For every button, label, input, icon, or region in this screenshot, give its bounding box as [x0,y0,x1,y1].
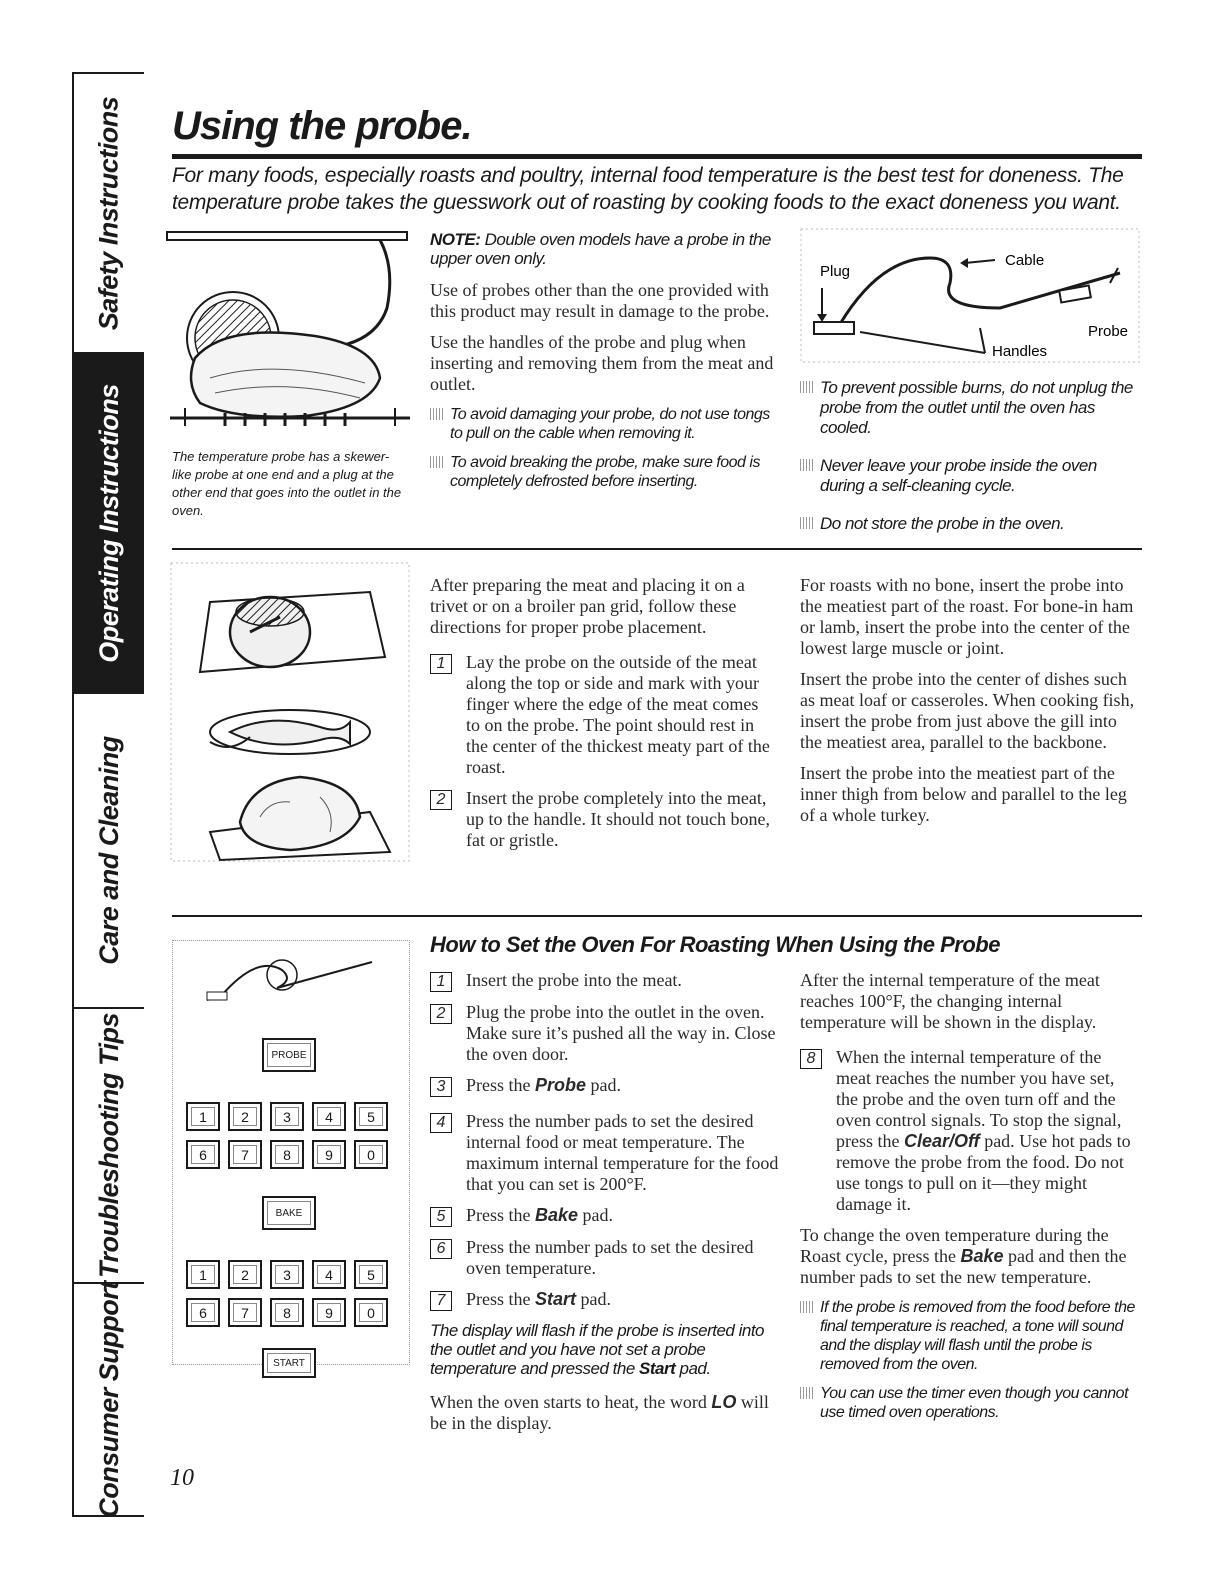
change-temp-note: To change the oven temperature during the Roast cycle, press the Bake pad and then the number pads to set the new temperature. [800,1225,1127,1287]
list-item: To avoid breaking the probe, make sure food is completely defrosted before inserting. [430,453,785,491]
number-pad-8[interactable]: 8 [270,1140,304,1169]
placement-tips [800,575,1140,836]
note-text: Double oven models have a probe in the upper oven only. [430,230,771,268]
probe-placement-illustrations [170,562,410,862]
probe-pad[interactable]: PROBE [262,1038,316,1072]
flash-note: The display will flash if the probe is inserted into the outlet and you have not set a probe temperature and pressed the Start pad. [430,1321,765,1378]
control-panel-illustration [172,940,410,1369]
number-pad-6[interactable]: 6 [186,1298,220,1327]
list-item: 8 When the internal temperature of the meat reaches the number you have set, the probe and the oven turn off and the oven control signals. To stop the signal, press the Clear/Off pad. Use hot pads to remove the probe from the food. Do not use tongs to pull on it—they might damage it. [800,1047,1140,1215]
cable-label: Cable [1005,252,1045,269]
number-pad-8[interactable]: 8 [270,1298,304,1327]
number-pad-2[interactable]: 2 [228,1260,262,1289]
plug-label: Plug [820,263,851,280]
probe-safety-notes [800,378,1140,544]
probe-warning-paragraph: Use of probes other than the one provided with this product may result in damage to the probe. [430,280,770,321]
bullet-icon [800,517,814,529]
number-pad-3[interactable]: 3 [270,1260,304,1289]
section-heading: How to Set the Oven For Roasting When Using the Probe [430,932,1000,957]
roasting-steps [430,970,780,1444]
turkey-tip: Insert the probe into the meatiest part of the inner thigh from below and parallel to the leg of a whole turkey. [800,763,1127,825]
bullet-icon [800,459,814,471]
number-pad-4[interactable]: 4 [312,1260,346,1289]
step-number: 8 [800,1049,822,1069]
title-divider [172,154,1142,159]
handles-label: Handles [992,343,1048,360]
tab-label: Operating Instructions [93,383,124,663]
bake-pad[interactable]: BAKE [262,1196,316,1230]
placement-instructions [430,575,775,861]
step-text: Lay the probe on the outside of the meat along the top or side and mark with your finger where the edge of the meat comes to on the probe. The point should rest in the center of the thickest meaty part of the roast. [466,652,770,777]
number-pad-1[interactable]: 1 [186,1102,220,1131]
number-pad-1[interactable]: 1 [186,1260,220,1289]
roast-with-probe-illustration [165,228,415,433]
list-item: Do not store the probe in the oven. [800,514,1140,534]
tab-consumer-support[interactable] [74,1281,144,1518]
number-pad-2[interactable]: 2 [228,1102,262,1131]
list-item: Never leave your probe inside the oven during a self-cleaning cycle. [800,456,1140,496]
tab-label: Care and Cleaning [93,736,124,965]
list-item [430,652,775,778]
internal-temp-note: After the internal temperature of the meat reaches 100°F, the changing internal temperature will be shown in the display. [800,970,1100,1032]
bullet-icon [800,1387,814,1399]
number-pad-0[interactable]: 0 [354,1298,388,1327]
start-pad[interactable]: START [262,1348,316,1378]
number-pad-6[interactable]: 6 [186,1140,220,1169]
section-divider [172,915,1142,917]
step-number: 1 [430,654,452,674]
list-item [430,788,775,851]
list-item: 7 Press the Start pad. [430,1289,780,1311]
list-item: 3 Press the Probe pad. [430,1075,780,1097]
list-item: 1 Insert the probe into the meat. [430,970,780,992]
tab-operating-instructions[interactable] [74,354,144,694]
probe-parts-diagram [800,228,1140,363]
list-item: 2 Plug the probe into the outlet in the oven. Make sure it’s pushed all the way in. Close the oven door. [430,1002,780,1065]
bullet-icon [800,1301,814,1313]
probe-sketch-icon [202,950,382,1010]
number-pad-5[interactable]: 5 [354,1102,388,1131]
number-pad-0[interactable]: 0 [354,1140,388,1169]
number-pad-5[interactable]: 5 [354,1260,388,1289]
roast-tip: For roasts with no bone, insert the probe into the meatiest part of the roast. For bone-in ham or lamb, insert the probe into the center of the lowest large muscle or joint. [800,575,1134,658]
list-item: 4 Press the number pads to set the desired internal food or meat temperature. The maximum internal temperature for the food that you can set is 200°F. [430,1111,780,1195]
tab-care-and-cleaning[interactable] [74,694,144,1009]
list-item: You can use the timer even though you cannot use timed oven operations. [800,1384,1140,1422]
list-item: To avoid damaging your probe, do not use tongs to pull on the cable when removing it. [430,405,785,443]
number-pad-3[interactable]: 3 [270,1102,304,1131]
bullet-icon [430,408,444,420]
list-item: 6 Press the number pads to set the desired oven temperature. [430,1237,780,1279]
tab-troubleshooting-tips[interactable] [74,1009,144,1284]
list-item: If the probe is removed from the food before the final temperature is reached, a tone will sound and the display will flash until the probe is removed from the oven. [800,1298,1140,1374]
tab-label: Troubleshooting Tips [93,1013,124,1278]
section-tabs [72,72,144,1517]
number-pad-4[interactable]: 4 [312,1102,346,1131]
list-item: To prevent possible burns, do not unplug the probe from the outlet until the oven has cooled. [800,378,1140,438]
page-number: 10 [170,1465,194,1491]
lo-display-note: When the oven starts to heat, the word LO will be in the display. [430,1392,769,1433]
list-item: 5 Press the Bake pad. [430,1205,780,1227]
fish-tip: Insert the probe into the center of dishes such as meat loaf or casseroles. When cooking fish, insert the probe from just above the gill into the meatiest area, parallel to the backbone. [800,669,1135,752]
tab-safety-instructions[interactable] [74,74,144,354]
bullet-icon [430,456,444,468]
probe-label: Probe [1088,323,1129,340]
tab-label: Safety Instructions [93,96,124,330]
number-pad-9[interactable]: 9 [312,1298,346,1327]
probe-handles-paragraph: Use the handles of the probe and plug when inserting and removing them from the meat and outlet. [430,332,774,394]
number-pad-7[interactable]: 7 [228,1298,262,1327]
note-label: NOTE: [430,230,481,249]
step-number: 2 [430,790,452,810]
step-text: Insert the probe completely into the meat, up to the handle. It should not touch bone, fat or gristle. [466,788,770,850]
number-pad-9[interactable]: 9 [312,1140,346,1169]
probe-notes-column [430,230,785,501]
section-divider [172,548,1142,550]
intro-text: For many foods, especially roasts and poultry, internal food temperature is the best test for doneness. The temperature probe takes the guesswork out of roasting by cooking foods to the exact doneness you want. [172,164,1124,214]
tab-label: Consumer Support [93,1281,124,1518]
bullet-icon [800,381,814,393]
probe-caption: The temperature probe has a skewer-like probe at one end and a plug at the other end that goes into the outlet in the oven. [172,449,402,518]
page-title: Using the probe. [172,104,472,148]
placement-intro: After preparing the meat and placing it on a trivet or on a broiler pan grid, follow these directions for proper probe placement. [430,575,745,637]
roasting-notes [800,970,1140,1432]
number-pad-7[interactable]: 7 [228,1140,262,1169]
